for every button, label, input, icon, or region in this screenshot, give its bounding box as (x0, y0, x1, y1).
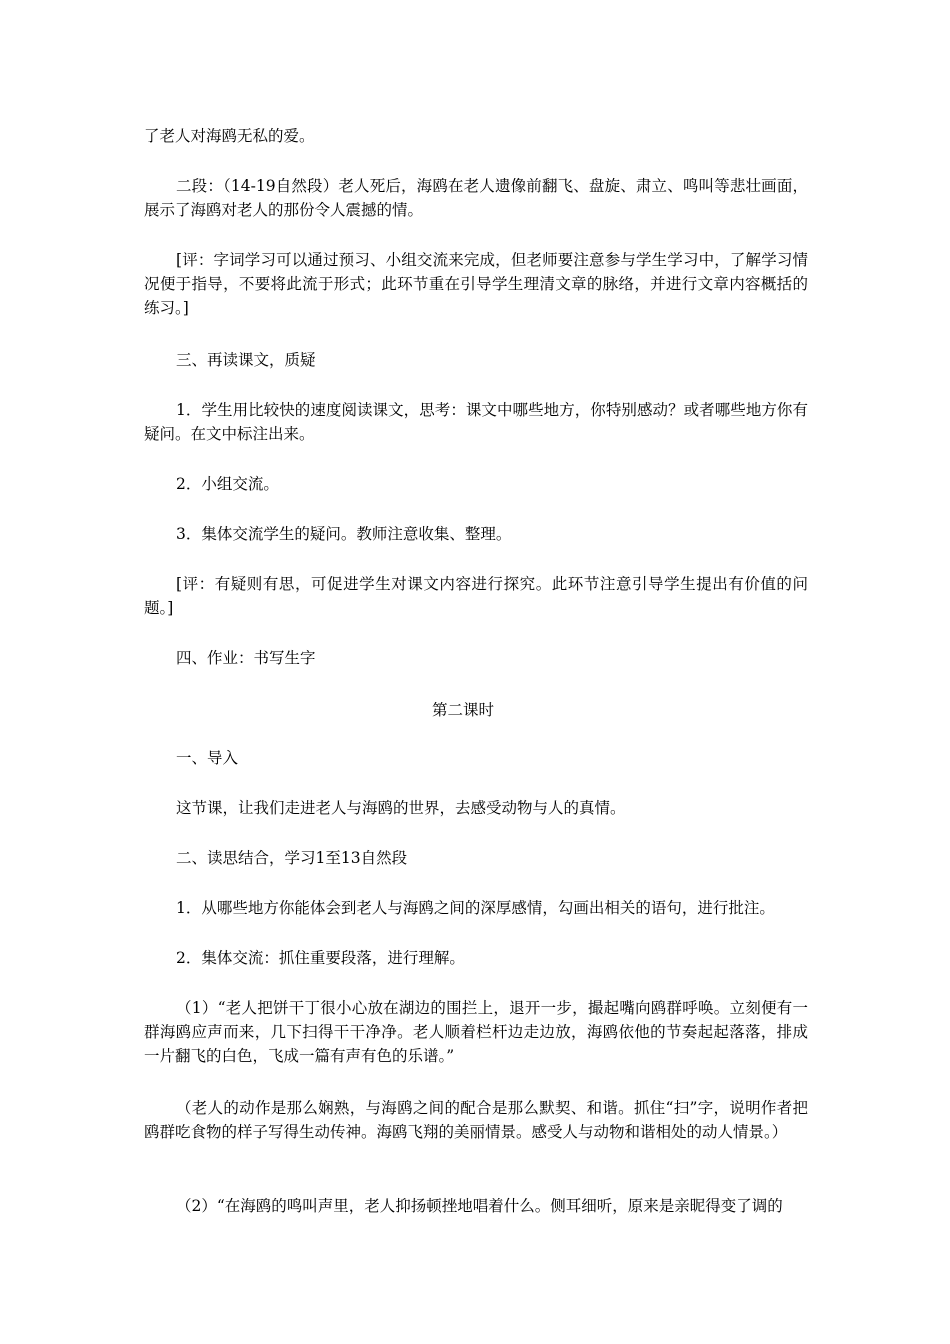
heading-second-lesson: 第二课时 (432, 701, 495, 719)
heading-reread-question: 三、再读课文，质疑 (176, 351, 316, 369)
paragraph-continuation: 了老人对海鸥无私的爱。 (144, 127, 315, 145)
paragraph-read-step-2: 2．集体交流：抓住重要段落，进行理解。 (176, 949, 465, 967)
paragraph-quote-1: （1）“老人把饼干丁很小心放在湖边的围拦上，退开一步，撮起嘴向鸥群呼唤。立刻便有一群海鸥应声而来，几下扫得干干净净。老人顺着栏杆边走边放，海鸥依他的节奏起起落落，排成一片翻飞的白色，飞成一篇有声有色的乐谱。” (144, 999, 808, 1065)
paragraph-step-1: 1．学生用比较快的速度阅读课文，思考：课文中哪些地方，你特别感动？或者哪些地方你有疑问。在文中标注出来。 (144, 401, 808, 443)
heading-read-think: 二、读思结合，学习1至13自然段 (176, 849, 408, 867)
paragraph-read-step-1: 1．从哪些地方你能体会到老人与海鸥之间的深厚感情，勾画出相关的语句，进行批注。 (176, 899, 775, 917)
paragraph-comment-vocabulary: [评：字词学习可以通过预习、小组交流来完成，但老师要注意参与学生学习中，了解学习情况便于指导，不要将此流于形式；此环节重在引导学生理清文章的脉络，并进行文章内容概括的练习。] (144, 251, 808, 317)
paragraph-step-2: 2．小组交流。 (176, 475, 279, 493)
heading-introduction: 一、导入 (176, 749, 239, 767)
paragraph-analysis-1: （老人的动作是那么娴熟，与海鸥之间的配合是那么默契、和谐。抓住“扫”字，说明作者把鸥群吃食物的样子写得生动传神。海鸥飞翔的美丽情景。感受人与动物和谐相处的动人情景。） (144, 1099, 808, 1141)
paragraph-step-3: 3．集体交流学生的疑问。教师注意收集、整理。 (176, 525, 512, 543)
paragraph-section-two-summary: 二段：（14-19自然段）老人死后，海鸥在老人遗像前翻飞、盘旋、肃立、鸣叫等悲壮画面，展示了海鸥对老人的那份令人震撼的情。 (144, 177, 808, 219)
paragraph-quote-2: （2）“在海鸥的鸣叫声里，老人抑扬顿挫地唱着什么。侧耳细听，原来是亲昵得变了调的 (176, 1197, 783, 1215)
heading-homework: 四、作业：书写生字 (176, 649, 316, 667)
paragraph-comment-questioning: [评：有疑则有思，可促进学生对课文内容进行探究。此环节注意引导学生提出有价值的问题。] (144, 575, 808, 617)
paragraph-introduction-text: 这节课，让我们走进老人与海鸥的世界，去感受动物与人的真情。 (176, 799, 626, 817)
